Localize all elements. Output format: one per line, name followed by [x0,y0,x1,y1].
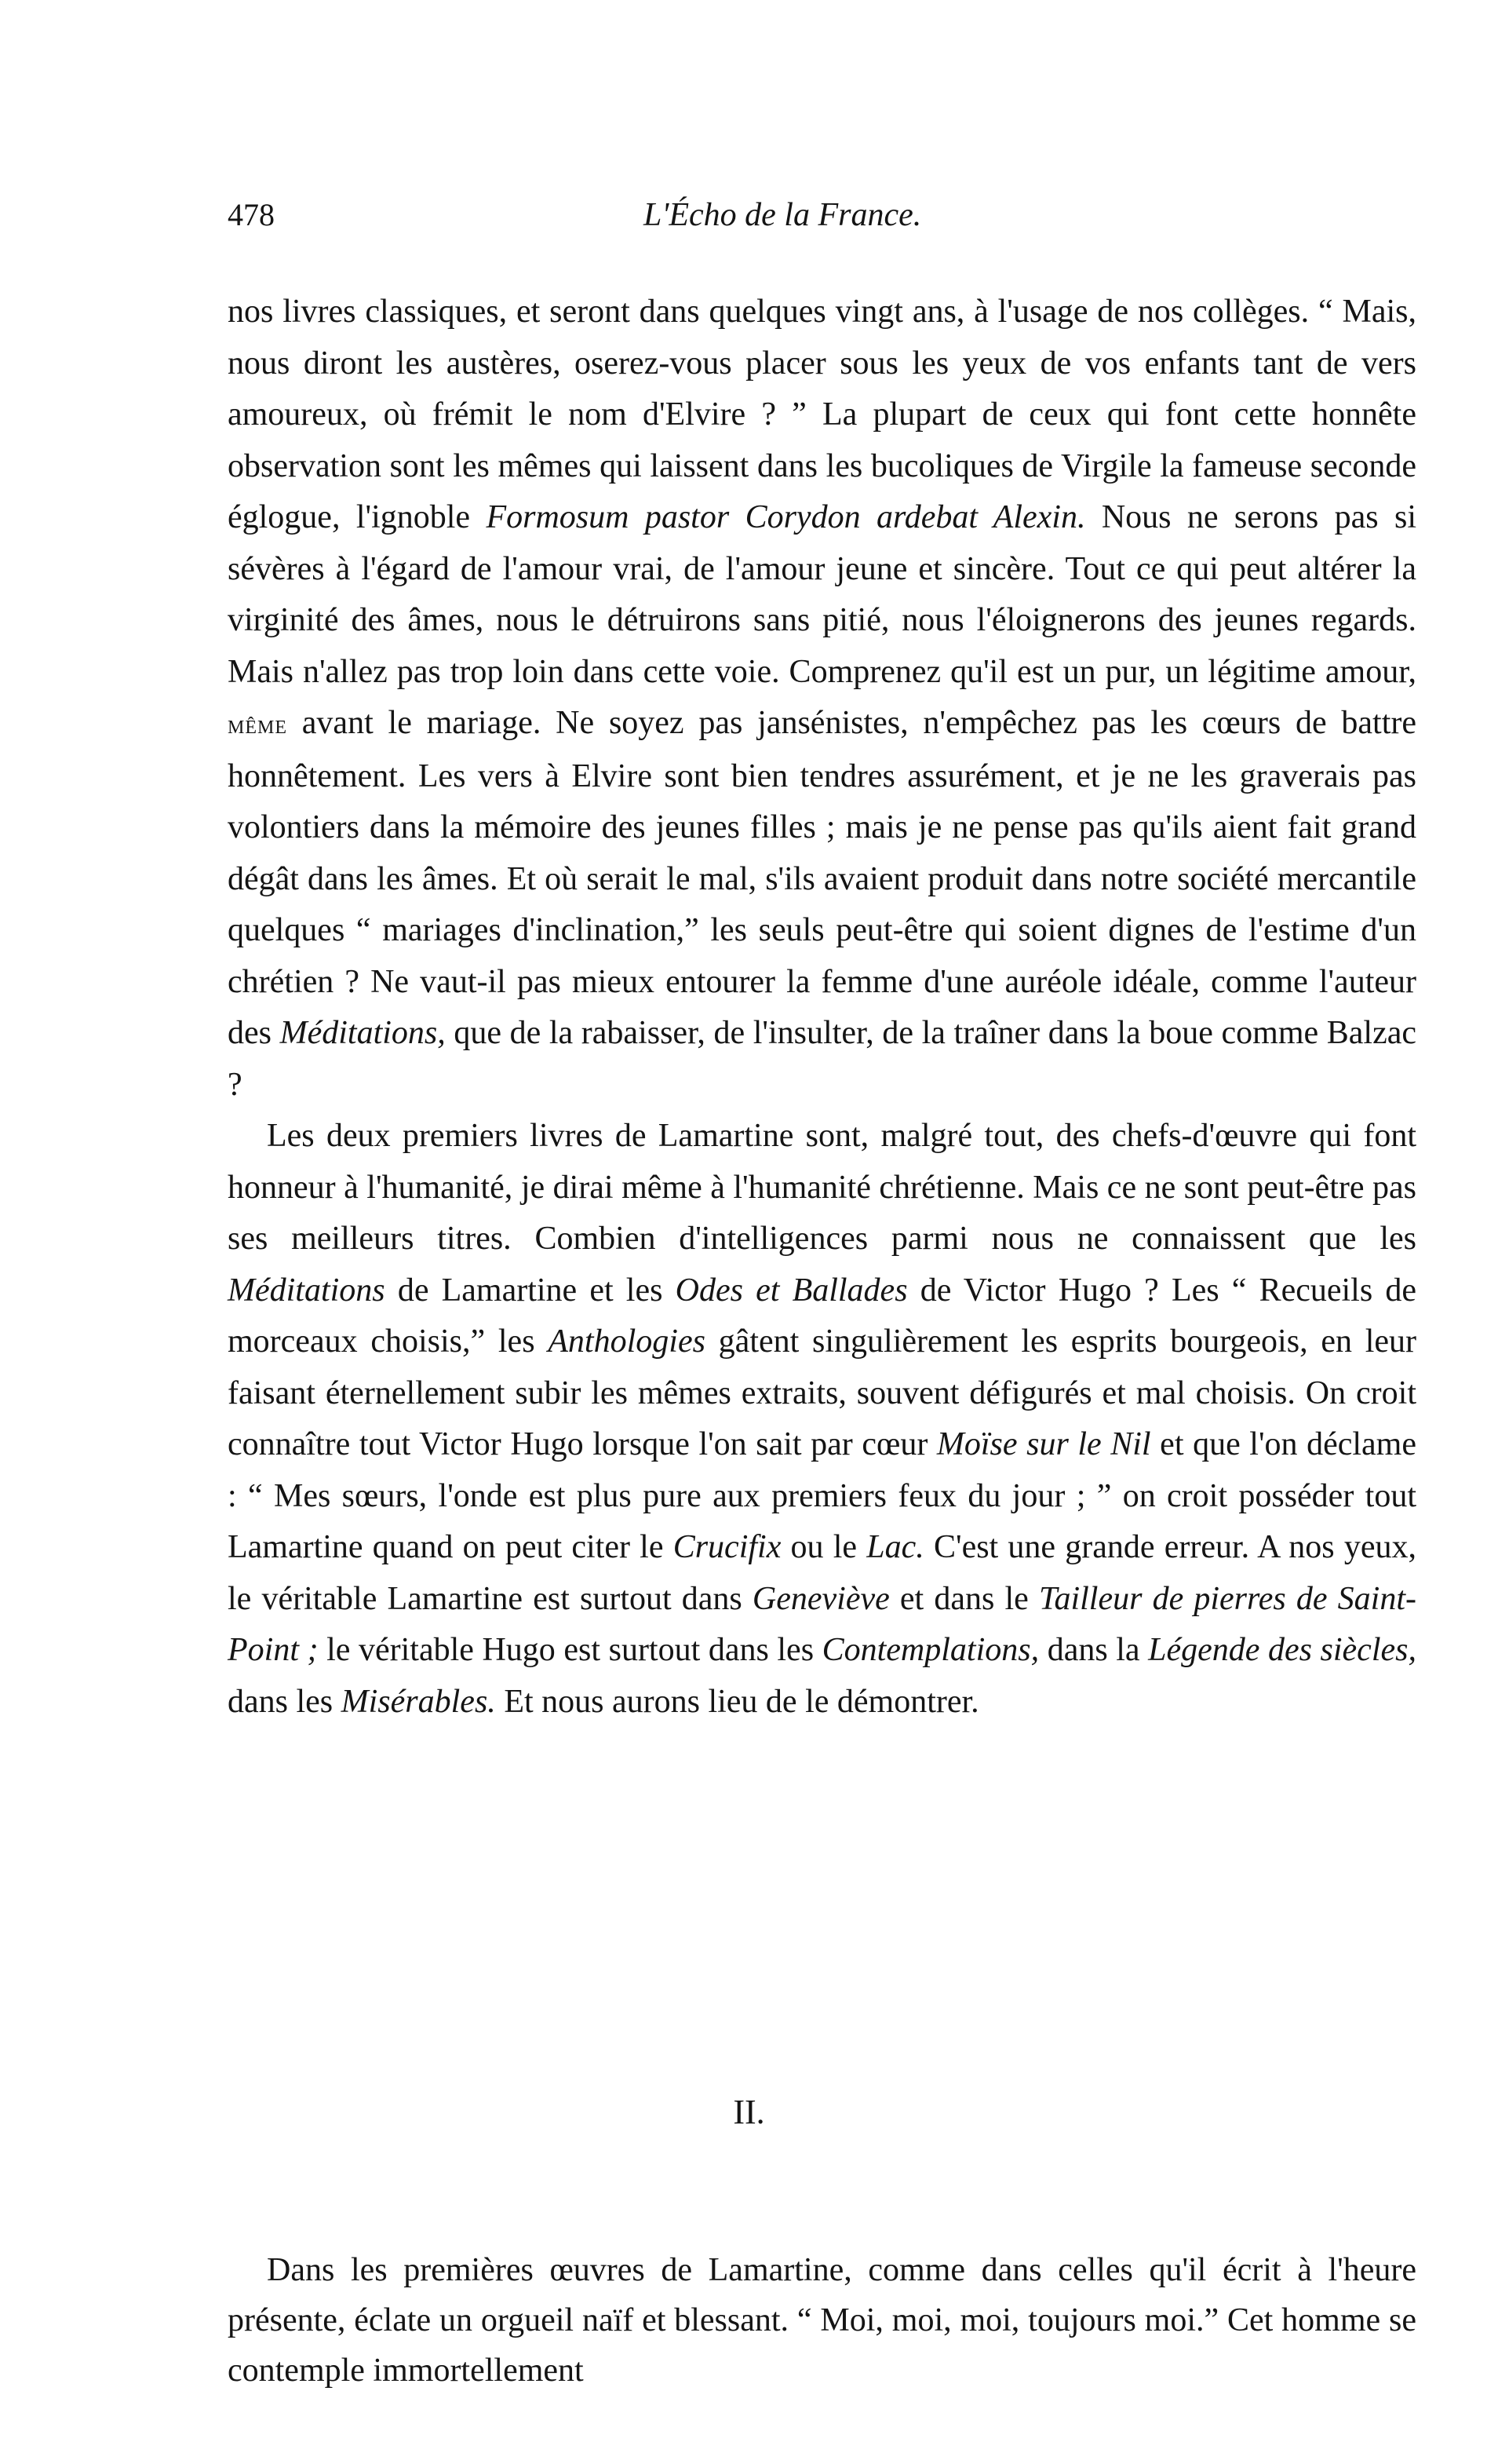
text-run: ou le [781,1529,867,1565]
book-title: Contemplations, [822,1632,1040,1668]
text-run: et dans le [889,1580,1039,1617]
text-run: et que l'on déclame : “ Mes sœurs, l'onde est plus pure aux premiers feux du jour ; ” on croit posséder tout Lamartine quand on peut citer le [228,1426,1416,1565]
section-heading: II. [733,2093,765,2131]
text-run: le véritable Hugo est surtout dans les [318,1632,822,1668]
latin-quotation: Formosum pastor Corydon ardebat Alexin. [486,499,1086,535]
page-header [228,196,1420,243]
text-run: Dans les premières œuvres de Lamartine, comme dans celles qu'il écrit à l'heure présente, éclate un orgueil naïf et blessant. “ Moi, moi, moi, toujours moi.” Cet homme se contemple immortellement [228,2252,1416,2389]
text-run: nos livres classiques, et seront dans quelques vingt ans, à l'usage de nos collèges. “ Mais, nous diront les austères, oserez-vous placer sous les yeux de vos enfants tant de vers amoureux, où frémit le nom d'Elvire ? ” La plupart de ceux qui font cette honnête observation sont les mêmes qui laissent dans les bucoliques de Virgile la fameuse seconde églogue, l'ignoble [228,294,1416,535]
text-run: dans la [1039,1632,1149,1668]
text-run: de Lamartine et les [385,1272,676,1309]
text-run: que de la rabaisser, de l'insulter, de la traîner dans la boue comme Balzac ? [228,1015,1416,1103]
book-title: Geneviève [752,1580,890,1617]
text-run: de Victor Hugo ? Les “ Recueils de morceaux choisis,” les [228,1272,1416,1360]
text-run: C'est une grande erreur. A nos yeux, le véritable Lamartine est surtout dans [228,1529,1416,1617]
book-title: Misérables. [341,1683,496,1720]
text-run: Et nous aurons lieu de le démontrer. [495,1683,979,1720]
text-run: Nous ne serons pas si sévères à l'égard de l'amour vrai, de l'amour jeune et sincère. Tout ce qui peut altérer la virginité des âmes, nous le détruirons sans pitié, nous l'éloignerons des jeunes regards. Mais n'allez pas trop loin dans cette voie. Comprenez qu'il est un pur, un légitime amour, [228,499,1416,690]
text-run: dans les [228,1683,341,1720]
text-run: gâtent singulièrement les esprits bourgeois, en leur faisant éternellement subir les mêmes extraits, souvent défigurés et mal choisis. On croit connaître tout Victor Hugo lorsque l'on sait par cœur [228,1323,1416,1462]
running-title: L'Écho de la France. [643,197,922,233]
book-title: Méditations [228,1272,385,1309]
main-text-block [228,287,1416,1728]
paragraph [228,1111,1416,1728]
page-number: 478 [228,197,275,232]
book-title: Crucifix [672,1529,782,1565]
small-caps-word: même [228,710,287,739]
book-title: Odes et Ballades [675,1272,908,1309]
book-title: Tailleur de pierres de Saint-Point ; [228,1580,1417,1668]
paragraph-continued [228,287,1416,1111]
text-run: avant le mariage. Ne soyez pas jansénistes, n'empêchez pas les cœurs de battre honnêtement. Les vers à Elvire sont bien tendres assurément, et je ne les graverais pas volontiers dans la mémoire des jeunes filles ; mais je ne pense pas qu'ils aient fait grand dégât dans les âmes. Et où serait le mal, s'ils avaient produit dans notre société mercantile quelques “ mariages d'inclination,” les seuls peut-être qui soient dignes de l'estime d'un chrétien ? Ne vaut-il pas mieux entourer la femme d'une auréole idéale, comme l'auteur des [228,705,1416,1051]
book-title: Méditations, [279,1015,446,1051]
text-run: Les deux premiers livres de Lamartine sont, malgré tout, des chefs-d'œuvre qui font honneur à l'humanité, je dirai même à l'humanité chrétienne. Mais ce ne sont peut-être pas ses meilleurs titres. Combien d'intelligences parmi nous ne connaissent que les [228,1118,1416,1257]
book-title: Lac. [866,1529,924,1565]
book-title: Anthologies [548,1323,705,1360]
section-text-block [228,2245,1416,2396]
paragraph [228,2245,1416,2396]
book-title: Moïse sur le Nil [936,1426,1151,1462]
book-title: Légende des siècles, [1148,1632,1416,1668]
